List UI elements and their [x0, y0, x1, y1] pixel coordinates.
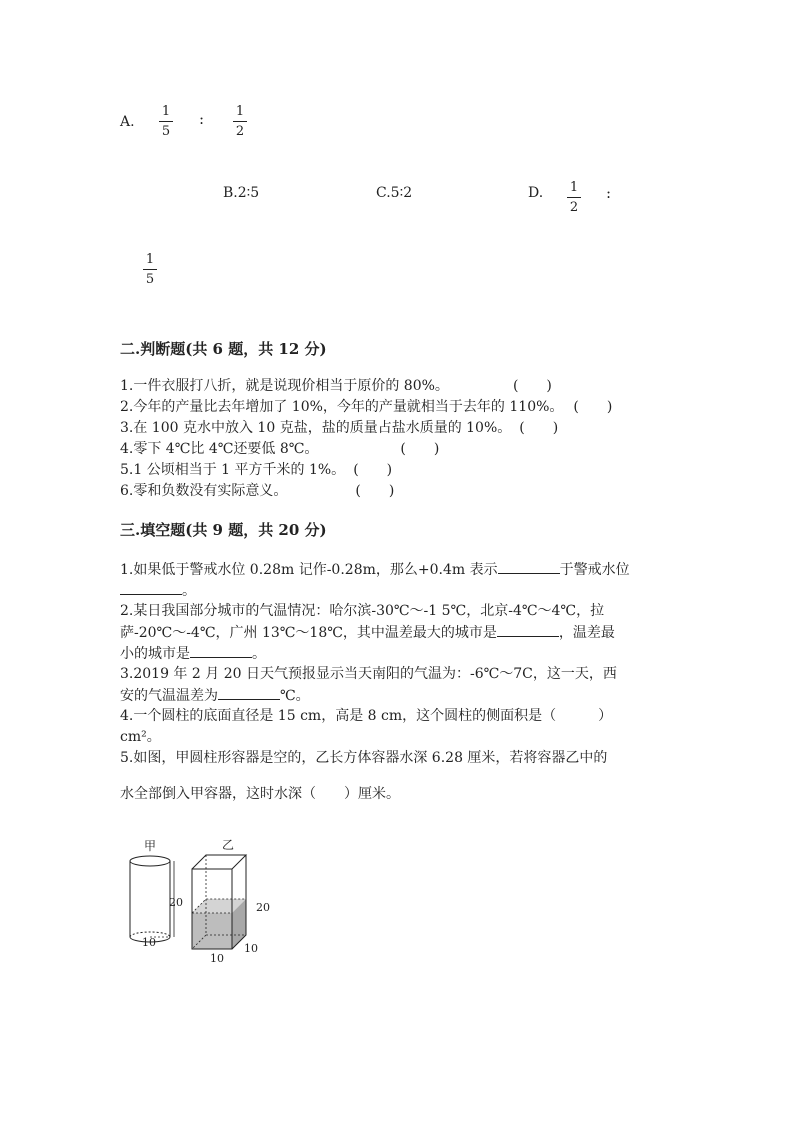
label-cuboid-depth: 10: [244, 942, 258, 955]
fill-q1-line-1: 1.如果低于警戒水位 0.28m 记作-0.28m，那么+0.4m 表示 于警戒水位: [120, 559, 630, 580]
judge-item-5: 5.1 公顷相当于 1 平方千米的 1%。 ( ): [120, 462, 393, 478]
judge-item-3: 3.在 100 克水中放入 10 克盐，盐的质量占盐水质量的 10%。 ( ): [120, 420, 559, 436]
answer-paren[interactable]: ( ): [353, 462, 393, 478]
fill-q3-line-1: 3.2019 年 2 月 20 日天气预报显示当天南阳的气温为：-6℃～7C，这一天，西: [120, 666, 617, 682]
option-a-colon: :: [199, 110, 205, 128]
option-d-colon: :: [606, 184, 612, 202]
containers-figure: [118, 836, 288, 966]
judge-item-1: 1.一件衣服打八折，就是说现价相当于原价的 80%。 ( ): [120, 378, 552, 394]
section-3-heading: 三.填空题(共 9 题，共 20 分): [120, 521, 327, 539]
fill-q4-line-2: cm²。: [120, 729, 161, 745]
answer-blank[interactable]: [498, 559, 560, 574]
judge-item-4: 4.零下 4℃比 4℃还要低 8℃。 ( ): [120, 441, 440, 457]
option-c: C.5∶2: [376, 185, 413, 201]
answer-paren[interactable]: ( ): [355, 483, 395, 499]
option-a-letter: A.: [120, 114, 135, 130]
option-a-fraction-1: 1 5: [159, 105, 173, 138]
answer-blank[interactable]: [190, 643, 252, 658]
fill-q2-line-1: 2.某日我国部分城市的气温情况：哈尔滨-30℃～-1 5℃，北京-4℃～4℃，拉: [120, 603, 605, 619]
fill-q1-line-2: 。: [120, 580, 196, 601]
answer-blank[interactable]: [120, 580, 182, 595]
answer-blank[interactable]: [218, 685, 280, 700]
option-b: B.2∶5: [223, 185, 260, 201]
label-cuboid-width: 10: [210, 952, 224, 965]
label-cylinder-diameter: 10: [142, 936, 156, 949]
cylinder-jia: [130, 856, 174, 942]
judge-item-6: 6.零和负数没有实际意义。 ( ): [120, 483, 395, 499]
section-2-heading: 二.判断题(共 6 题，共 12 分): [120, 340, 327, 358]
judge-item-2: 2.今年的产量比去年增加了 10%，今年的产量就相当于去年的 110%。 ( ): [120, 399, 613, 415]
fill-q2-line-3: 小的城市是 。: [120, 643, 266, 664]
fill-q5-line-2: 水全部倒入甲容器，这时水深（ ）厘米。: [120, 786, 400, 802]
fill-q5-line-1: 5.如图，甲圆柱形容器是空的，乙长方体容器水深 6.28 厘米，若将容器乙中的: [120, 750, 608, 766]
option-d-fraction-1: 1 2: [567, 181, 581, 214]
option-a-fraction-2: 1 2: [233, 105, 247, 138]
fill-q4-line-1: 4.一个圆柱的底面直径是 15 cm，高是 8 cm，这个圆柱的侧面积是（ ）: [120, 708, 613, 724]
option-d-fraction-2: 1 5: [143, 253, 157, 286]
label-jia: 甲: [144, 839, 157, 853]
label-cylinder-height: 20: [169, 896, 183, 909]
label-cuboid-height: 20: [256, 901, 270, 914]
answer-blank[interactable]: [497, 622, 559, 637]
answer-paren[interactable]: ( ): [512, 378, 552, 394]
label-yi: 乙: [222, 838, 235, 852]
answer-paren[interactable]: ( ): [519, 420, 559, 436]
option-d-letter: D.: [528, 185, 544, 201]
fill-q2-line-2: 萨-20℃～-4℃，广州 13℃～18℃，其中温差最大的城市是 ，温差最: [120, 622, 615, 643]
answer-paren[interactable]: ( ): [573, 399, 613, 415]
cuboid-yi: [192, 855, 246, 949]
fill-q3-line-2: 安的气温温差为 ℃。: [120, 685, 310, 706]
answer-paren[interactable]: ( ): [400, 441, 440, 457]
